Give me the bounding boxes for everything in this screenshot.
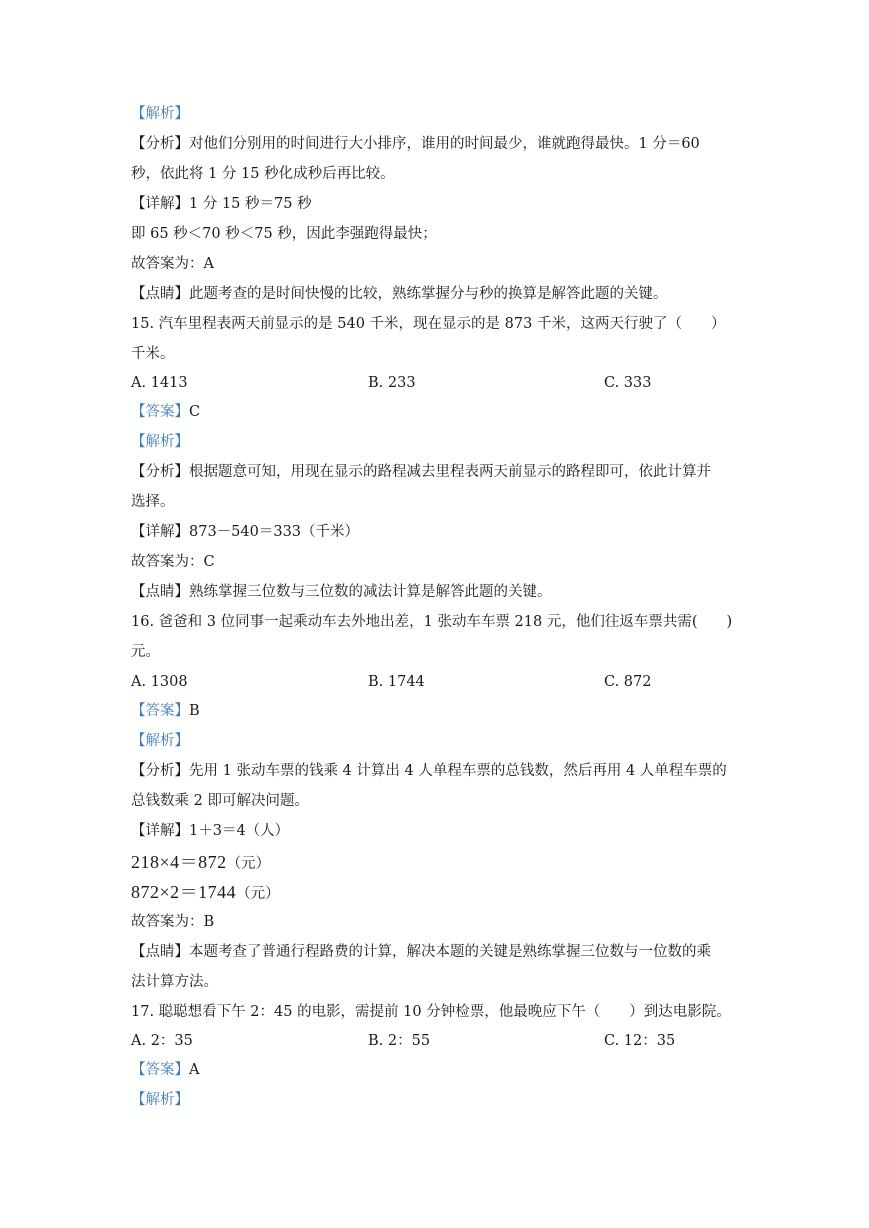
comment-line: 法计算方法。	[131, 974, 218, 990]
answer-value: C	[189, 404, 201, 420]
question-16-stem-cont: 元。	[131, 644, 160, 660]
section-tag: 【点睛】	[131, 584, 189, 600]
section-tag: 【详解】	[131, 823, 189, 839]
analysis-line: 秒，依此将 1 分 15 秒化成秒后再比较。	[131, 166, 395, 182]
answer-value: B	[189, 703, 200, 719]
question-17-option-a: A. 2：35	[131, 1033, 193, 1049]
section-tag: 【点睛】	[131, 286, 189, 302]
answer-tag: 【答案】	[131, 703, 189, 719]
section-text: 对他们分别用的时间进行大小排序，谁用的时间最少，谁就跑得最快。1 分＝60	[189, 136, 700, 152]
comment-line	[131, 942, 711, 962]
section-text: 熟练掌握三位数与三位数的减法计算是解答此题的关键。	[189, 584, 552, 600]
section-tag: 【分析】	[131, 464, 189, 480]
question-16-option-a: A. 1308	[131, 674, 188, 690]
detail-line	[131, 194, 312, 214]
question-17-answer	[131, 1060, 199, 1080]
detail-line: 即 65 秒＜70 秒＜75 秒，因此李强跑得最快；	[131, 226, 437, 242]
section-tag: 【分析】	[131, 763, 189, 779]
section-text: 873－540＝333（千米）	[189, 524, 360, 540]
formula-unit: （元）	[226, 856, 271, 872]
section-text: 1＋3＝4（人）	[189, 823, 290, 839]
conclusion-line: 故答案为：C	[131, 554, 215, 570]
section-text: 此题考查的是时间快慢的比较，熟练掌握分与秒的换算是解答此题的关键。	[189, 286, 668, 302]
detail-line	[131, 821, 289, 841]
section-tag: 【详解】	[131, 196, 189, 212]
conclusion-line: 故答案为：B	[131, 914, 215, 930]
analysis-header: 【解析】	[131, 434, 189, 450]
question-15-stem-cont: 千米。	[131, 346, 175, 362]
analysis-header: 【解析】	[131, 733, 189, 749]
analysis-line	[131, 462, 711, 482]
comment-line	[131, 582, 552, 602]
section-text: 根据题意可知，用现在显示的路程减去里程表两天前显示的路程即可，依此计算并	[189, 464, 711, 480]
formula-line	[131, 880, 280, 906]
question-16-option-c: C. 872	[604, 674, 652, 690]
question-16-answer	[131, 701, 200, 721]
answer-tag: 【答案】	[131, 1062, 189, 1078]
question-15-option-a: A. 1413	[131, 375, 188, 391]
section-text: 本题考查了普通行程路费的计算，解决本题的关键是熟练掌握三位数与一位数的乘	[189, 944, 711, 960]
section-tag: 【详解】	[131, 524, 189, 540]
formula-line	[131, 850, 270, 876]
section-tag: 【分析】	[131, 136, 189, 152]
conclusion-line: 故答案为：A	[131, 256, 214, 272]
section-tag: 【点睛】	[131, 944, 189, 960]
formula-unit: （元）	[236, 886, 280, 902]
detail-line	[131, 522, 359, 542]
question-16-stem: 16. 爸爸和 3 位同事一起乘动车去外地出差，1 张动车车票 218 元，他们往返车票共需( )	[131, 614, 733, 630]
question-15-stem: 15. 汽车里程表两天前显示的是 540 千米，现在显示的是 873 千米，这两天行驶了（ ）	[131, 316, 726, 332]
formula: 218×4＝872	[131, 852, 227, 872]
comment-line	[131, 284, 668, 304]
question-16-option-b: B. 1744	[368, 674, 425, 690]
analysis-header: 【解析】	[131, 1092, 189, 1108]
question-15-answer	[131, 402, 200, 422]
question-17-option-c: C. 12：35	[604, 1033, 676, 1049]
analysis-header: 【解析】	[131, 106, 189, 122]
section-text: 先用 1 张动车票的钱乘 4 计算出 4 人单程车票的总钱数，然后再用 4 人单程车票的	[189, 763, 727, 779]
answer-tag: 【答案】	[131, 404, 189, 420]
analysis-line	[131, 134, 700, 154]
analysis-line: 选择。	[131, 494, 175, 510]
question-17-option-b: B. 2：55	[368, 1033, 431, 1049]
question-15-option-b: B. 233	[368, 375, 416, 391]
analysis-line	[131, 761, 727, 781]
question-15-option-c: C. 333	[604, 375, 652, 391]
section-text: 1 分 15 秒＝75 秒	[189, 196, 312, 212]
formula: 872×2＝1744	[131, 882, 237, 902]
answer-value: A	[189, 1062, 200, 1078]
analysis-line: 总钱数乘 2 即可解决问题。	[131, 793, 309, 809]
question-17-stem: 17. 聪聪想看下午 2：45 的电影，需提前 10 分钟检票，他最晚应下午（ ）到达电影院。	[131, 1004, 731, 1020]
